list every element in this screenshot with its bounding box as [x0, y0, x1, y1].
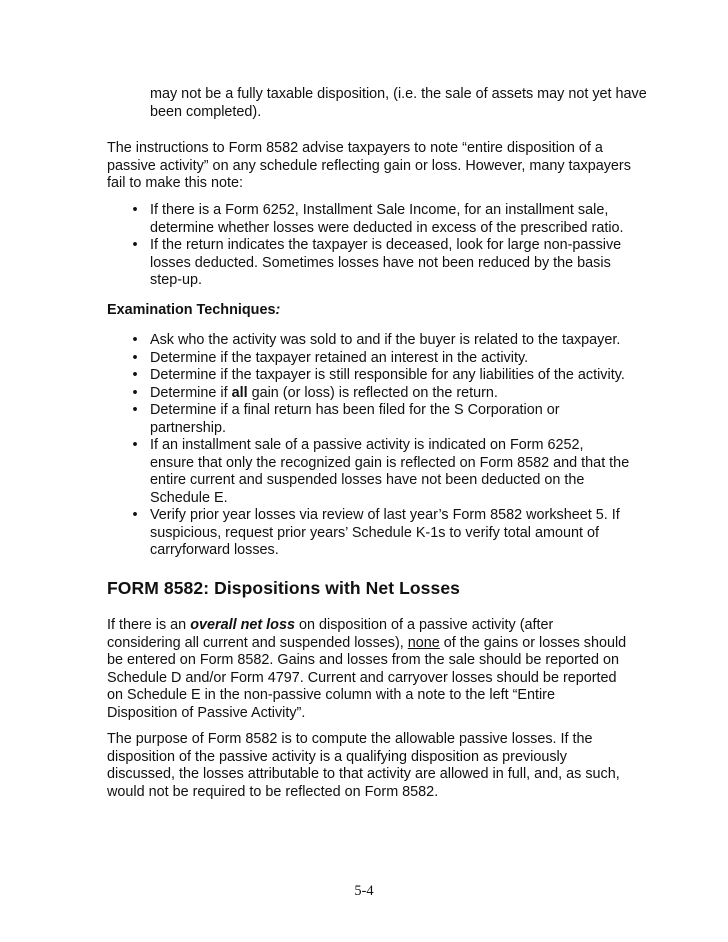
bullet-icon: • — [132, 384, 138, 401]
bullet-icon: • — [132, 202, 138, 218]
bullet-icon: • — [132, 237, 138, 253]
list-item: • If there is a Form 6252, Installment Sale Income, for an installment sale, determine whether losses were deducted in excess of the prescribed ratio. — [0, 202, 630, 237]
list-item: • Determine if the taxpayer retained an interest in the activity. — [0, 350, 630, 368]
bullet-icon: • — [132, 507, 138, 523]
page-number: 5-4 — [354, 883, 374, 899]
list-item: • Ask who the activity was sold to and if the buyer is related to the taxpayer. — [0, 332, 630, 350]
instructions-paragraph: The instructions to Form 8582 advise taxpayers to note “entire disposition of a passive activity” on any schedule reflecting gain or loss. However, many taxpayers fail to make this note: — [107, 140, 631, 191]
bullet-icon: • — [132, 437, 138, 453]
list-item: • Determine if all gain (or loss) is reflected on the return. — [0, 385, 630, 403]
section-heading-form-8582: FORM 8582: Dispositions with Net Losses — [107, 578, 460, 598]
bullet-icon: • — [132, 349, 138, 366]
continued-paragraph: may not be a fully taxable disposition, (i.e. the sale of assets may not yet have been completed). — [150, 86, 647, 120]
bullet-list-indicators — [0, 202, 728, 290]
list-item: • Determine if the taxpayer is still responsible for any liabilities of the activity. — [0, 367, 630, 385]
bullet-icon: • — [132, 367, 138, 383]
bullet-list-techniques — [0, 332, 728, 560]
list-item: • If the return indicates the taxpayer is deceased, look for large non-passive losses deducted. Sometimes losses have not been reduced by the basis step-up. — [0, 237, 630, 290]
net-loss-paragraph: If there is an overall net loss on disposition of a passive activity (after considering all current and suspended losses), none of the gains or losses should be entered on Form 8582. Gains and losses from the sale should be reported on Schedule D and/or Form 4797. Current and carryover losses should be reported on Schedule E in the non-passive column with a note to the left “Entire Disposition of Passive Activity”. — [107, 617, 627, 721]
list-item: • Determine if a final return has been filed for the S Corporation or partnership. — [0, 402, 630, 437]
bullet-icon: • — [132, 332, 138, 348]
list-item: • If an installment sale of a passive activity is indicated on Form 6252, ensure that only the recognized gain is reflected on Form 8582 and that the entire current and suspended losses have not been deducted on the Schedule E. — [0, 437, 630, 507]
section-heading-examination: Examination Techniques: — [107, 302, 281, 318]
bullet-icon: • — [132, 402, 138, 418]
list-item: • Verify prior year losses via review of last year’s Form 8582 worksheet 5. If suspicious, request prior years’ Schedule K-1s to verify total amount of carryforward losses. — [0, 507, 630, 560]
purpose-paragraph: The purpose of Form 8582 is to compute the allowable passive losses. If the disposition of the passive activity is a qualifying disposition as previously discussed, the losses attributable to that activity are allowed in full, and, as such, would not be required to be reflected on Form 8582. — [107, 731, 620, 800]
